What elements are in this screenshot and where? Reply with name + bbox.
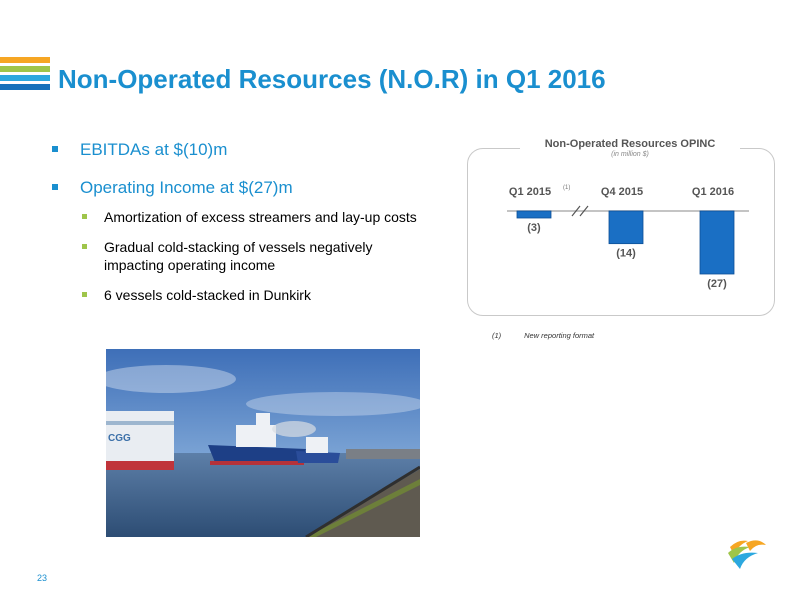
bar-q1-2015 (517, 211, 551, 218)
green-stripe (0, 66, 50, 72)
sub-bullet-cold-stacking (80, 238, 422, 274)
opinc-bar-chart (467, 148, 775, 316)
footnote-text: New reporting format (524, 331, 595, 340)
bullet-list (52, 140, 422, 322)
bullet-ebitda (52, 140, 422, 160)
chart-title: Non-Operated Resources OPINC (520, 138, 740, 150)
chart-subtitle: (in million $) (611, 151, 649, 158)
photo-illustration (106, 349, 420, 537)
company-logo (724, 533, 768, 573)
light-blue-stripe (0, 75, 50, 81)
sub-bullet-text: Amortization of excess streamers and lay-up costs (104, 209, 417, 225)
value-label: (14) (616, 247, 636, 260)
dark-blue-stripe (0, 84, 50, 90)
category-label: Q1 2015 (508, 186, 552, 198)
sub-bullet-text: 6 vessels cold-stacked in Dunkirk (104, 287, 311, 303)
category-label: Q1 2016 (691, 186, 735, 198)
bullet-ebitda-text: EBITDAs at $(10)m (80, 140, 228, 159)
sub-bullet-list (80, 208, 422, 304)
sub-bullet-dunkirk (80, 286, 422, 304)
hull-lettering: CGG (108, 433, 131, 444)
orange-stripe (0, 57, 50, 63)
value-label: (27) (707, 278, 727, 290)
value-label: (3) (527, 222, 541, 234)
sub-bullet-text: Gradual cold-stacking of vessels negatively impacting operating income (104, 239, 373, 273)
header-stripes (0, 57, 50, 93)
footnote (492, 331, 594, 340)
bar-q1-2016 (700, 211, 734, 274)
port-vessels-photo (106, 349, 420, 537)
sub-bullet-amortization (80, 208, 422, 226)
page-title: Non-Operated Resources (N.O.R) in Q1 2016 (58, 64, 606, 94)
bullet-operating-income (52, 178, 422, 304)
bar-q4-2015 (609, 211, 643, 244)
footnote-number: (1) (492, 331, 502, 340)
category-label: Q4 2015 (600, 186, 644, 198)
bullet-operating-income-text: Operating Income at $(27)m (80, 178, 293, 197)
category-note: (1) (563, 185, 571, 191)
page-number: 23 (37, 573, 48, 583)
